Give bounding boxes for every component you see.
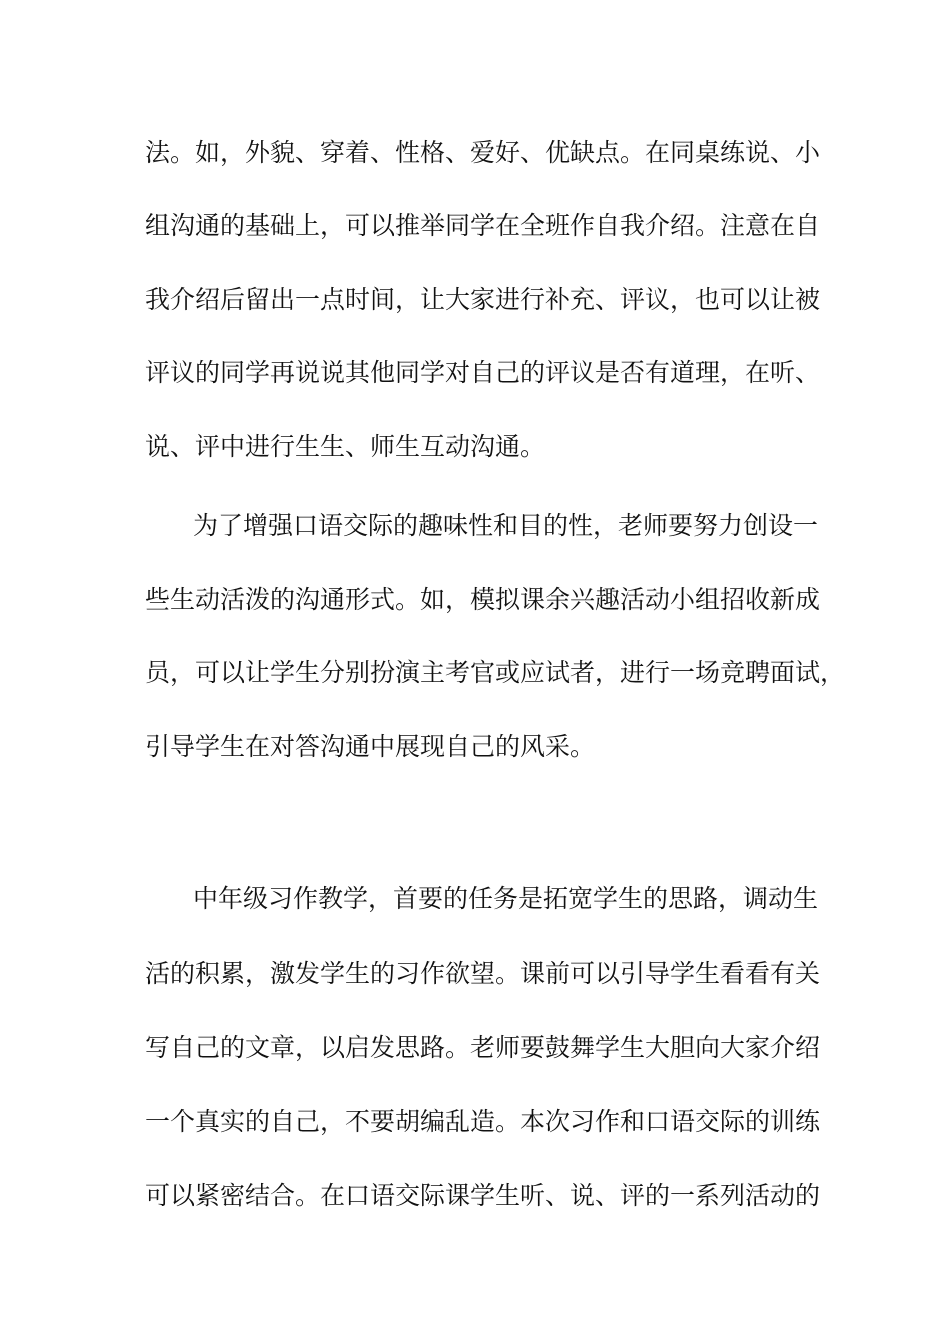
paragraph-first-line: 中年级习作教学，首要的任务是拓宽学生的思路，调动生 [193,884,819,913]
text-line: 一个真实的自己，不要胡编乱造。本次习作和口语交际的训练 [145,1107,821,1136]
text-line: 说、评中进行生生、师生互动沟通。 [145,432,546,461]
text-line: 些生动活泼的沟通形式。如，模拟课余兴趣活动小组招收新成 [145,585,821,614]
text-line: 评议的同学再说说其他同学对自己的评议是否有道理，在听、 [145,358,821,387]
text-line: 员，可以让学生分别扮演主考官或应试者，进行一场竞聘面试， [145,658,846,687]
text-line: 写自己的文章，以启发思路。老师要鼓舞学生大胆向大家介绍 [145,1033,821,1062]
text-line: 法。如，外貌、穿着、性格、爱好、优缺点。在同桌练说、小 [145,138,821,167]
text-line: 可以紧密结合。在口语交际课学生听、说、评的一系列活动的 [145,1181,821,1210]
text-line: 活的积累，激发学生的习作欲望。课前可以引导学生看看有关 [145,959,821,988]
paragraph-first-line: 为了增强口语交际的趣味性和目的性，老师要努力创设一 [193,511,819,540]
text-line: 我介绍后留出一点时间，让大家进行补充、评议，也可以让被 [145,285,821,314]
text-line: 引导学生在对答沟通中展现自己的风采。 [145,732,596,761]
text-line: 组沟通的基础上，可以推举同学在全班作自我介绍。注意在自 [145,211,821,240]
